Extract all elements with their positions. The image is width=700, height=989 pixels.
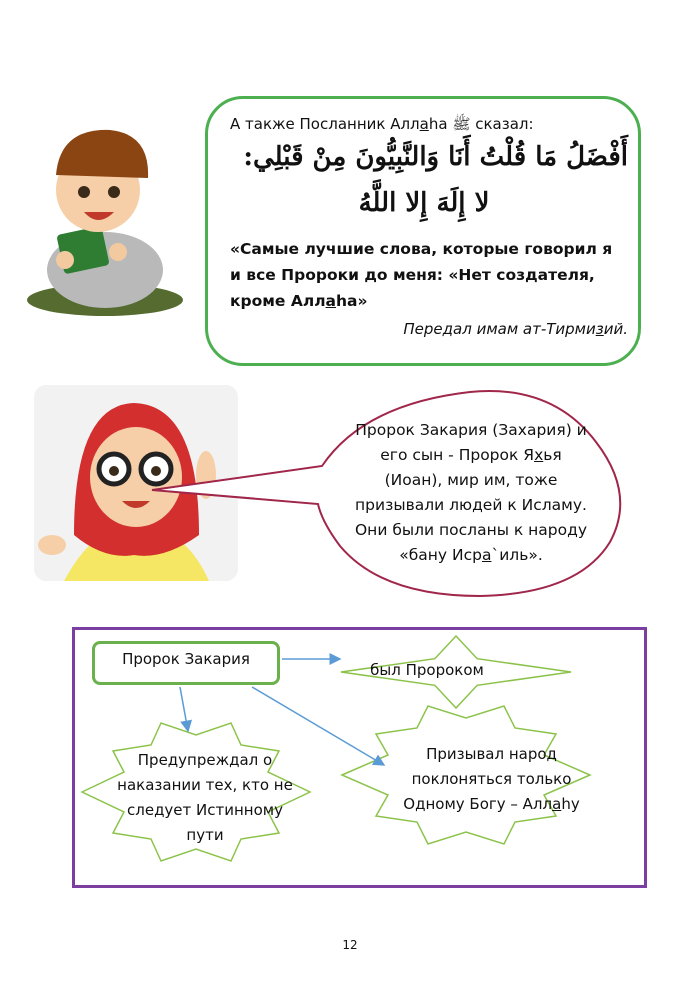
hand [56, 251, 74, 269]
node-called-label [384, 742, 599, 817]
intro-text: А также Посланник Алл [230, 115, 420, 133]
node-warned-label: Предупреждал о наказании тех, кто не следует Истинному пути [117, 751, 293, 844]
hadith-translation [230, 236, 625, 314]
translation-text: «Самые лучшие слова, которые говорил я и все Пророки до меня: «Нет создателя, кроме Алл [230, 240, 613, 310]
arabic-hadith-line-1: أَفْضَلُ مَا قُلْتُ أَنَا وَالنَّبِيُّونَ مِنْ قَبْلِي: [243, 142, 628, 172]
salawat-symbol: ﷺ [452, 115, 471, 133]
arabic-hadith-line-2: لا إِلَهَ إِلا اللَّهُ [358, 188, 490, 218]
intro-text: сказал: [475, 115, 534, 133]
node-called-underlined: а [552, 795, 562, 813]
source-text: Передал имам ат-Тирми [403, 320, 596, 338]
source-underlined: з [595, 320, 604, 338]
translation-text: hа» [336, 292, 368, 310]
hand [109, 243, 127, 261]
speech-bubble-text [352, 418, 590, 568]
hadith-source [300, 320, 628, 338]
node-called-text: hу [561, 795, 580, 813]
arrow-to-warned [180, 687, 188, 731]
hand [38, 535, 66, 555]
source-text: ий. [603, 320, 628, 338]
cap [56, 130, 148, 178]
intro-underlined: а [419, 115, 429, 133]
boy-reading-illustration [20, 120, 190, 320]
bubble-text-part: `иль». [491, 546, 543, 564]
eye [78, 186, 90, 198]
bubble-underlined: а [481, 546, 492, 564]
bubble-underlined: х [534, 446, 544, 464]
bubble-text-part: ья (Иоан), мир им, тоже призывали людей к Исламу. Они были посланы к народу «бану Иср [354, 446, 587, 564]
eye [109, 466, 119, 476]
bubble-text-part: Пророк Закария (Захария) и его сын - Пророк Я [355, 421, 587, 464]
translation-underlined: а [325, 292, 337, 310]
root-node-label: Пророк Закария [122, 650, 250, 668]
eye [108, 186, 120, 198]
page-number: 12 [342, 938, 358, 952]
node-called-text: Призывал народ поклоняться только Одному Богу – Алл [403, 745, 572, 813]
intro-text: hа [428, 115, 448, 133]
node-prophet-label: был Пророком [370, 661, 484, 679]
quote-intro [230, 115, 610, 137]
